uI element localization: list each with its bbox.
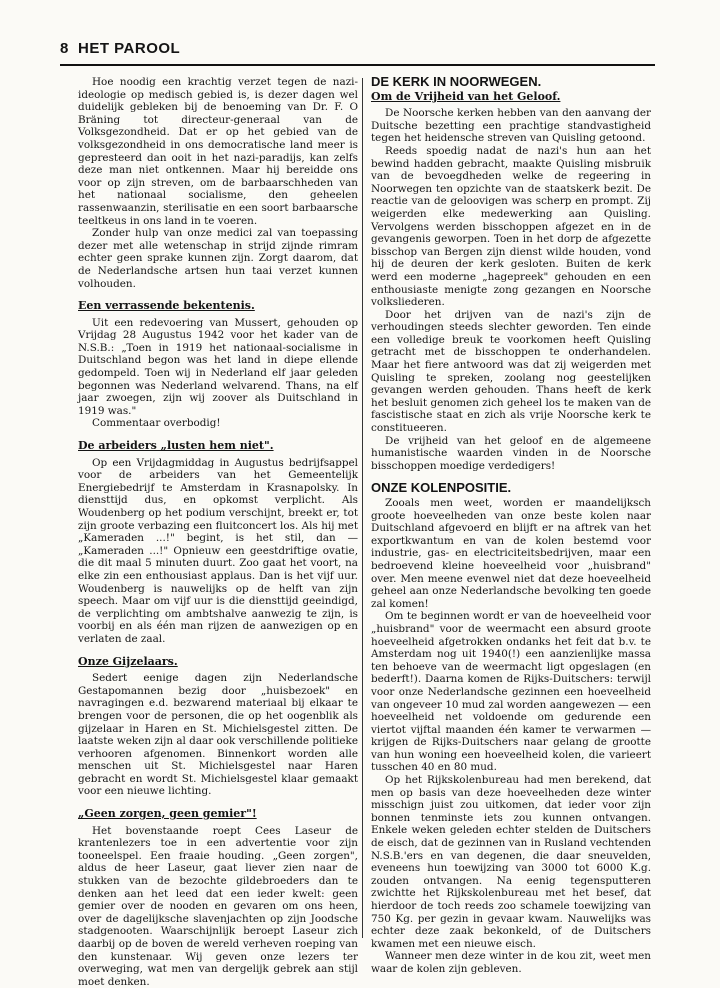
page-header [60,40,655,64]
article-paragraph: Zonder hulp van onze medici zal van toepassing dezer met alle wetenschap in strijd zijnde rimram echter geen sprake kunnen zijn. Zorgt daarom, dat de Nederlandsche artsen hun taai verzet kunnen volhouden. [78,227,358,290]
article-paragraph: Op een Vrijdagmiddag in Augustus bedrijfsappel voor de arbeiders van het Gemeentelijk Energiebedrijf te Amsterdam in Krasnapolsky. In diensttijd dus, en opkomst verplicht. Als Woudenberg op het podium verschijnt, breekt er, tot zijn groote verbazing een fluitconcert los. Als hij met „Kameraden ...!" begint, is het stil, dan — „Kameraden ...!" Opnieuw een geestdriftige ovatie, die dit maal 5 minuten duurt. Zoo gaat het voort, na elke zin een enthousiast applaus. Dan is het vijf uur. Woudenberg is nauwelijks op de helft van zijn speech. Maar om vijf uur is die diensttijd geeindigd, de verplichting om ambtshalve aanwezig te zijn, is voorbij en als één man rijzen de aanwezigen op en verlaten de zaal. [78,456,358,645]
article-paragraph: Uit een redevoering van Mussert, gehouden op Vrijdag 28 Augustus 1942 voor het kader van de N.S.B.: „Toen in 1919 het nationaal-socialisme in Duitschland begon was het land in diepe ellende gedompeld. Toen wij in Nederland elf jaar geleden begonnen was Nederland welvarend. Thans, na elf jaar zwoegen, zijn wij zoover als Duitschland in 1919 was." [78,316,358,417]
header-rule [60,64,655,66]
article-paragraph: Sedert eenige dagen zijn Nederlandsche Gestapomannen bezig door „huisbezoek" en navragingen e.d. bezwarend materiaal bij elkaar te brengen voor de personen, die op het oogenblik als gijzelaar in Haren en St. Michielsgestel zitten. De laatste weken zijn al daar ook verschillende politieke verhooren afgenomen. Binnenkort worden alle menschen uit St. Michielsgestel naar Haren gebracht en wordt St. Michielsgestel klaar gemaakt voor een nieuwe lichting. [78,672,358,798]
article-paragraph: Hoe noodig een krachtig verzet tegen de nazi-ideologie op medisch gebied is, is dezer dagen wel duidelijk gebleken bij de benoeming van Dr. F. O Bräning tot directeur-generaal van de Volksgezondheid. Dat er op het gebied van de volksgezondheid in ons democratische land meer is gepresteerd dan ooit in het nazi-paradijs, kan zelfs deze man niet ontkennen. Maar hij bereidde ons voor op zijn streven, om de barbaarschheden van het nationaal socialisme, den geheelen rassenwaanzin, sterilisatie en een soort barbaarsche teeltkeus in ons land in te voeren. [78,76,358,227]
section-heading: „Geen zorgen, geen gemier"! [78,807,257,821]
article-paragraph: Wanneer men deze winter in de kou zit, weet men waar de kolen zijn gebleven. [371,950,651,975]
article-paragraph: De Noorsche kerken hebben van den aanvang der Duitsche bezetting een prachtige standvastigheid tegen het heidensche streven van Quisling getoond. [371,107,651,145]
article-paragraph: Reeds spoedig nadat de nazi's hun aan het bewind hadden gebracht, maakte Quisling misbruik van de bevoegdheden welke de regeering in Noorwegen ten opzichte van de staatskerk bezit. De reactie van de geloovigen was scherp en prompt. Zij weigerden elke medewerking aan Quisling. Vervolgens werden bisschoppen afgezet en in de gevangenis geworpen. Toen in het dorp de afgezette bisschop van Bergen zijn dienst wilde houden, vond hij de deuren der kerk gesloten. Buiten de kerk werd een moderne „hagepreek" gehouden en een enthousiaste menigte zong gezangen en Noorsche volksliederen. [371,144,651,309]
section-heading: Onze Gijzelaars. [78,654,178,668]
article-paragraph: Op het Rijkskolenbureau had men berekend, dat men op basis van deze hoeveelheden deze winter misschign juist zou uitkomen, dat ieder voor zijn bonnen tenminste iets zou kunnen ontvangen. Enkele weken geleden echter stelden de Duitschers de eisch, dat de gezinnen van in Rusland vechtenden N.S.B.'ers en van degenen, die daar sneuvelden, eveneens hun toewijzing van 3000 tot 6000 K.g. zouden ontvangen. Na eenig tegensputteren zwichtte het Rijkskolenbureau met het besef, dat hierdoor de toch reeds zoo schamele toewijzing van 750 Kg. per gezin in gevaar kwam. Nauwelijks was echter deze zaak bekonkeld, of de Duitschers kwamen met een nieuwe eisch. [371,774,652,950]
article-paragraph: De vrijheid van het geloof en de algemeene humanistische waarden vinden in de Noorsche bisschoppen moedige verdedigers! [371,434,651,472]
section-heading: De arbeiders „lusten hem niet". [78,439,274,453]
column-divider [362,78,363,938]
article-paragraph: Het bovenstaande roept Cees Laseur de krantenlezers toe in een advertentie voor zijn tooneelspel. Een fraaie houding. „Geen zorgen", aldus de heer Laseur, gaat liever zien naar de stukken van de bezochte gildebroeders dan te denken aan het leed dat een ieder kwelt: geen gemier over de nooden en gevaren om ons heen, over de dagelijksche slavenjachten op zijn Joodsche stadgenooten. Waarschijnlijk beroept Laseur zich daarbij op de boven de wereld verheven roeping van den kunstenaar. Wij geven onze lezers ter overweging, wat men van dergelijk gebrek aan stijl moet denken. [78,824,358,988]
article-subheadline: Om de Vrijheid van het Geloof. [371,89,561,103]
section-heading: Een verrassende bekentenis. [78,299,255,313]
article-paragraph: Om te beginnen wordt er van de hoeveelheid voor „huisbrand" voor de weermacht een absurd groote hoeveelheid afgetrokken ondanks het feit dat b.v. te Amsterdam nog uit 1940(!) een aanzienlijke massa ten behoeve van de weermacht ligt opgeslagen (en bederft!). Daarna komen de Rijks-Duitschers: terwijl voor onze Nederlandsche gezinnen een hoeveelheid van ongeveer 10 mud zal worden aangewezen — een hoeveelheid net voldoende om gedurende een viertot vijftal maanden één kamer te verwarmen — krijgen de Rijks-Duitschers naar gelang de grootte van hun woning een hoeveelheid kolen, die varieert tusschen 40 en 80 mud. [371,610,651,774]
newspaper-title: HET PAROOL [78,40,181,57]
left-column [78,76,358,988]
right-column [371,76,651,976]
article-paragraph: Zooals men weet, worden er maandelijksch groote hoeveelheden van onze beste kolen naar Duitschland afgevoerd en blijft er na aftrek van het exportkwantum en van de kolen bestemd voor industrie, gas- en electriciteitsbedrijven, maar een bedroevend kleine hoeveelheid voor „huisbrand" over. Men meene evenwel niet dat deze hoeveelheid geheel aan onze Nederlandsche bevolking ten goede zal komen! [371,497,651,610]
article-headline: ONZE KOLENPOSITIE. [371,480,512,496]
page-number: 8 [60,40,69,57]
article-paragraph: Door het drijven van de nazi's zijn de verhoudingen steeds slechter geworden. Ten einde een volledige breuk te voorkomen heeft Quisling getracht met de bisschoppen te onderhandelen. Maar het fiere antwoord was dat zij weigerden met Quisling te spreken, zoolang nog geestelijken gevangen werden gehouden. Thans heeft de kerk het besluit genomen zich geheel los te maken van de fascistische staat en zich als vrije Noorsche kerk te constitueeren. [371,308,651,435]
article-headline: DE KERK IN NOORWEGEN. [371,74,542,89]
article-paragraph: Commentaar overbodig! [92,417,221,430]
